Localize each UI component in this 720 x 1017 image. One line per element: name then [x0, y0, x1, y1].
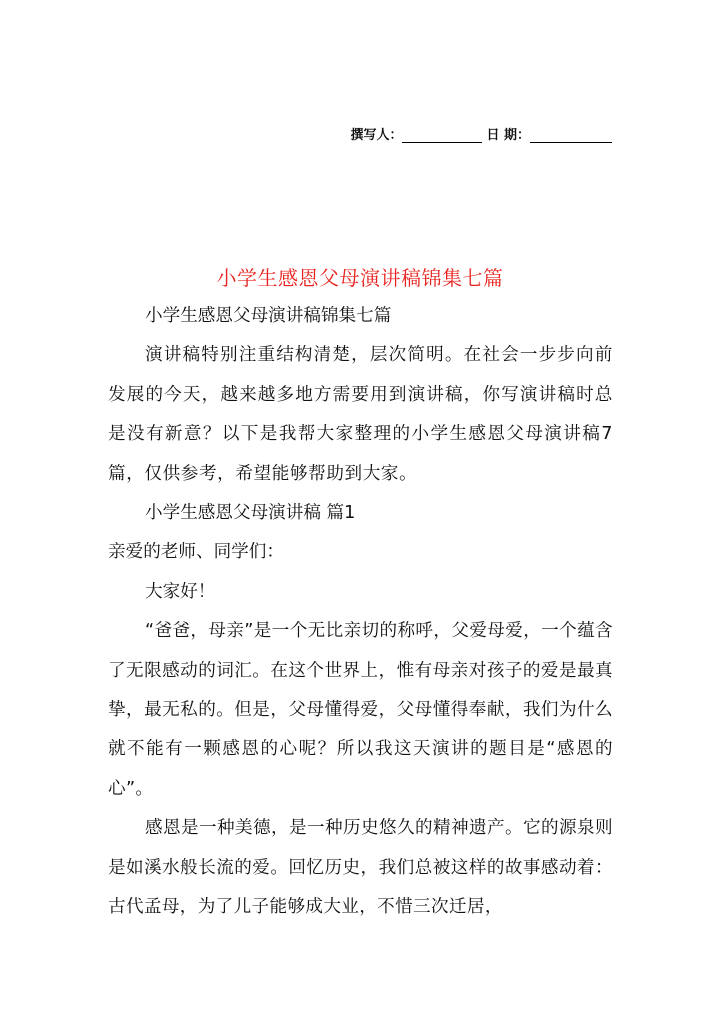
intro-paragraph: 演讲稿特别注重结构清楚，层次简明。在社会一步步向前发展的今天，越来越多地方需要用到演讲稿，你写演讲稿时总是没有新意？以下是我帮大家整理的小学生感恩父母演讲稿7篇，仅供参考，希望能够帮助到大家。	[108, 345, 613, 484]
document-body	[108, 297, 613, 928]
document-title: 小学生感恩父母演讲稿锦集七篇	[216, 266, 504, 290]
body-paragraph: 感恩是一种美德，是一种历史悠久的精神遗产。它的源泉则是如溪水般长流的爱。回忆历史，我们总被这样的故事感动着：古代孟母，为了儿子能够成大业，不惜三次迁居，	[108, 818, 613, 918]
author-blank	[402, 126, 482, 143]
date-blank	[530, 126, 612, 143]
author-label: 撰写人：	[350, 128, 403, 143]
body-paragraph: “爸爸，母亲”是一个无比亲切的称呼，父爱母爱，一个蕴含了无限感动的词汇。在这个世界上，惟有母亲对孩子的爱是最真挚，最无私的。但是，父母懂得爱，父母懂得奉献，我们为什么就不能有一颗感恩的心呢？所以我这天演讲的题目是“感恩的心”。	[108, 621, 613, 799]
subtitle-paragraph: 小学生感恩父母演讲稿锦集七篇	[145, 306, 392, 326]
date-label: 日 期：	[486, 128, 530, 143]
salutation: 亲爱的老师、同学们：	[108, 542, 284, 563]
section-heading: 小学生感恩父母演讲稿 篇1	[145, 503, 356, 524]
greeting: 大家好！	[145, 581, 216, 602]
header-fields	[0, 124, 612, 143]
